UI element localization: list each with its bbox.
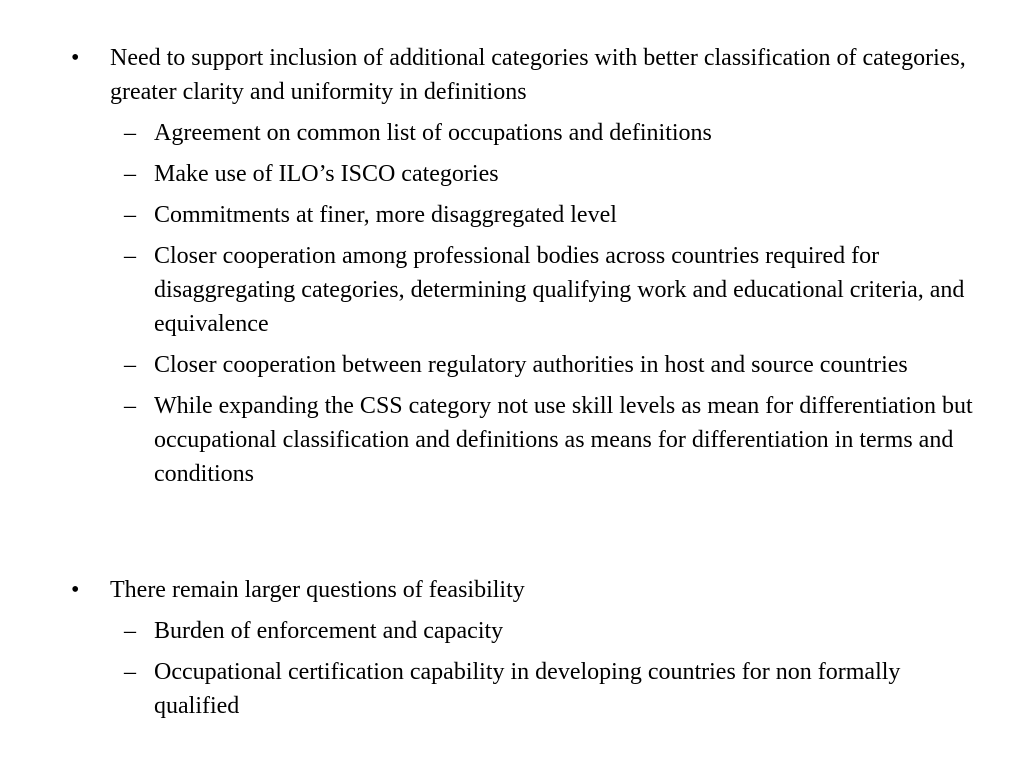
sub-bullet-marker: – <box>124 659 136 685</box>
bullet-group-2 <box>0 573 1024 723</box>
sub-bullet-item <box>0 348 974 382</box>
sub-bullet-marker: – <box>124 202 136 228</box>
sub-bullet-text: Make use of ILO’s ISCO categories <box>154 161 499 187</box>
sub-bullet-list <box>0 116 1024 491</box>
bullet-group-1 <box>0 41 1024 491</box>
sub-bullet-item <box>0 614 974 648</box>
sub-bullet-item <box>0 655 974 723</box>
sub-bullet-marker: – <box>124 120 136 146</box>
sub-bullet-text: Agreement on common list of occupations and definitions <box>154 120 712 146</box>
sub-bullet-text: Closer cooperation between regulatory authorities in host and source countries <box>154 352 908 378</box>
bullet-text: Need to support inclusion of additional categories with better classification of categories, greater clarity and uniformity in definitions <box>110 45 966 105</box>
sub-bullet-list <box>0 614 1024 723</box>
sub-bullet-marker: – <box>124 393 136 419</box>
sub-bullet-text: Closer cooperation among professional bodies across countries required for disaggregating categories, determining qualifying work and educational criteria, and equivalence <box>154 243 965 337</box>
sub-bullet-item <box>0 239 974 341</box>
bullet-item <box>0 573 970 607</box>
bullet-text: There remain larger questions of feasibility <box>110 577 525 603</box>
sub-bullet-marker: – <box>124 618 136 644</box>
sub-bullet-text: Burden of enforcement and capacity <box>154 618 504 644</box>
sub-bullet-item <box>0 389 974 491</box>
sub-bullet-marker: – <box>124 243 136 269</box>
bullet-item <box>0 41 970 109</box>
sub-bullet-marker: – <box>124 161 136 187</box>
sub-bullet-text: While expanding the CSS category not use skill levels as mean for differentiation but occupational classification and definitions as means for differentiation in terms and conditions <box>154 393 973 487</box>
sub-bullet-item <box>0 157 974 191</box>
sub-bullet-marker: – <box>124 352 136 378</box>
bullet-marker: • <box>71 577 80 603</box>
sub-bullet-text: Occupational certification capability in developing countries for non formally qualified <box>154 659 901 719</box>
sub-bullet-item <box>0 116 974 150</box>
sub-bullet-text: Commitments at finer, more disaggregated level <box>154 202 617 228</box>
bullet-marker: • <box>71 45 80 71</box>
sub-bullet-item <box>0 198 974 232</box>
